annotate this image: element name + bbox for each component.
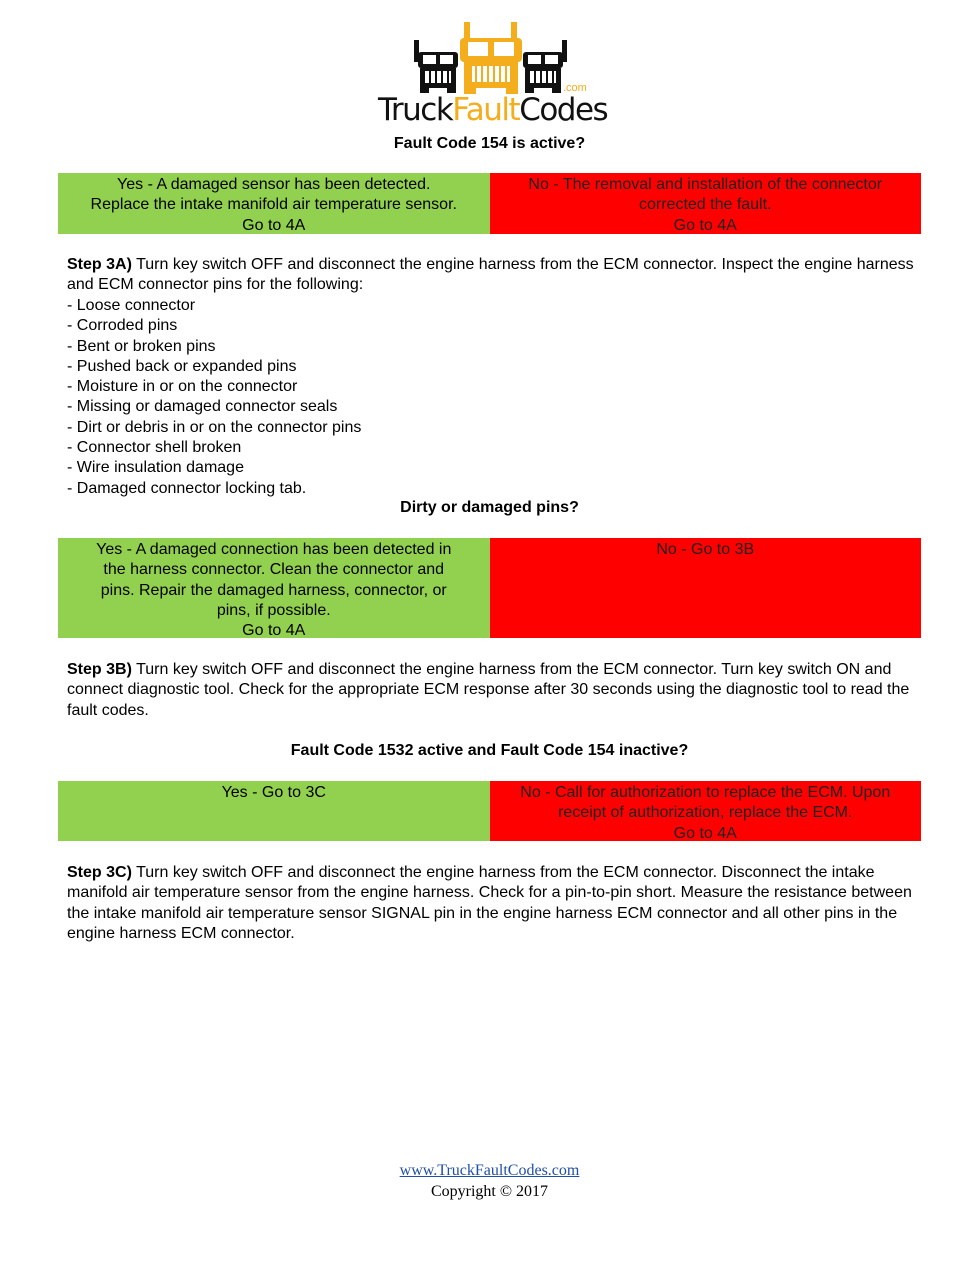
- no-line: corrected the fault.: [638, 196, 772, 214]
- yes-line: pins, if possible.: [216, 601, 331, 619]
- step-3a-text: Turn key switch OFF and disconnect the engine harness from the ECM connector. Inspect the engine harness and ECM connector pins for the following:: [67, 256, 914, 294]
- no-cell-3: [490, 781, 922, 841]
- yes-line: Yes - A damaged sensor has been detected.: [117, 176, 431, 193]
- yes-line: Yes - A damaged connection has been detected in: [96, 541, 452, 558]
- yes-line: Replace the intake manifold air temperature sensor.: [90, 196, 457, 214]
- no-line: Go to 4A: [673, 824, 737, 842]
- yes-line: pins. Repair the damaged harness, connector, or: [100, 581, 447, 599]
- step-3a-checklist: [67, 296, 361, 499]
- logo-word-truck: Truck: [378, 92, 453, 128]
- checklist-item: - Dirt or debris in or on the connector pins: [67, 418, 362, 436]
- step-3b-paragraph: [67, 660, 922, 721]
- logo-wordmark: [378, 90, 608, 130]
- no-cell-1: [490, 173, 922, 234]
- logo-domain-suffix: .com: [563, 82, 587, 94]
- question-1: Fault Code 154 is active?: [393, 135, 586, 152]
- checklist-item: - Missing or damaged connector seals: [67, 398, 338, 416]
- yes-cell-2: [58, 538, 490, 638]
- checklist-item: - Moisture in or on the connector: [67, 378, 298, 396]
- step-3b-label: Step 3B): [67, 661, 132, 678]
- step-3c-text: Turn key switch OFF and disconnect the engine harness from the ECM connector. Disconnect the intake manifold air temperature sensor from the engine harness. Check for a pin-to-pin short. Measure the resistance between the intake manifold air temperature sensor SIGNAL pin in the engine harness ECM connector and all other pins in the engine harness ECM connector.: [67, 864, 912, 942]
- yes-cell-3: [58, 781, 490, 841]
- checklist-item: - Corroded pins: [67, 317, 178, 335]
- logo-word-fault: Fault: [452, 92, 520, 128]
- checklist-item: - Pushed back or expanded pins: [67, 357, 297, 375]
- checklist-item: - Wire insulation damage: [67, 459, 244, 477]
- website-link[interactable]: www.TruckFaultCodes.com: [399, 1162, 580, 1179]
- yes-line: the harness connector. Clean the connector and: [103, 561, 445, 579]
- logo-word-codes: Codes: [519, 92, 608, 128]
- checklist-item: - Damaged connector locking tab.: [67, 479, 307, 497]
- step-3a-paragraph: [67, 255, 922, 296]
- checklist-item: - Bent or broken pins: [67, 337, 216, 355]
- no-line: No - Go to 3B: [656, 541, 755, 558]
- logo: [378, 18, 608, 130]
- yes-line: Yes - Go to 3C: [221, 784, 326, 801]
- decision-row-2: [58, 538, 921, 638]
- checklist-item: - Loose connector: [67, 297, 196, 314]
- no-line: receipt of authorization, replace the ECM.: [558, 804, 853, 822]
- yes-cell-1: [58, 173, 490, 234]
- checklist-item: - Connector shell broken: [67, 439, 242, 457]
- step-3a-label: Step 3A): [67, 256, 132, 273]
- no-line: Go to 4A: [673, 216, 737, 234]
- step-3c-paragraph: [67, 863, 922, 944]
- decision-row-1: [58, 173, 921, 234]
- question-2: Dirty or damaged pins?: [400, 499, 579, 516]
- copyright-text: Copyright © 2017: [430, 1183, 549, 1200]
- step-3c-label: Step 3C): [67, 864, 132, 881]
- no-line: No - The removal and installation of the connector: [528, 176, 883, 193]
- no-line: No - Call for authorization to replace the ECM. Upon: [520, 784, 891, 801]
- yes-line: Go to 4A: [242, 216, 306, 234]
- step-3b-text: Turn key switch OFF and disconnect the engine harness from the ECM connector. Turn key switch ON and connect diagnostic tool. Check for the appropriate ECM response after 30 seconds using the diagnostic tool to read the fault codes.: [67, 661, 910, 719]
- question-3: Fault Code 1532 active and Fault Code 154 inactive?: [290, 742, 689, 759]
- yes-line: Go to 4A: [242, 622, 306, 640]
- no-cell-2: [490, 538, 922, 638]
- decision-row-3: [58, 781, 921, 841]
- footer-link-wrap: [0, 1161, 979, 1181]
